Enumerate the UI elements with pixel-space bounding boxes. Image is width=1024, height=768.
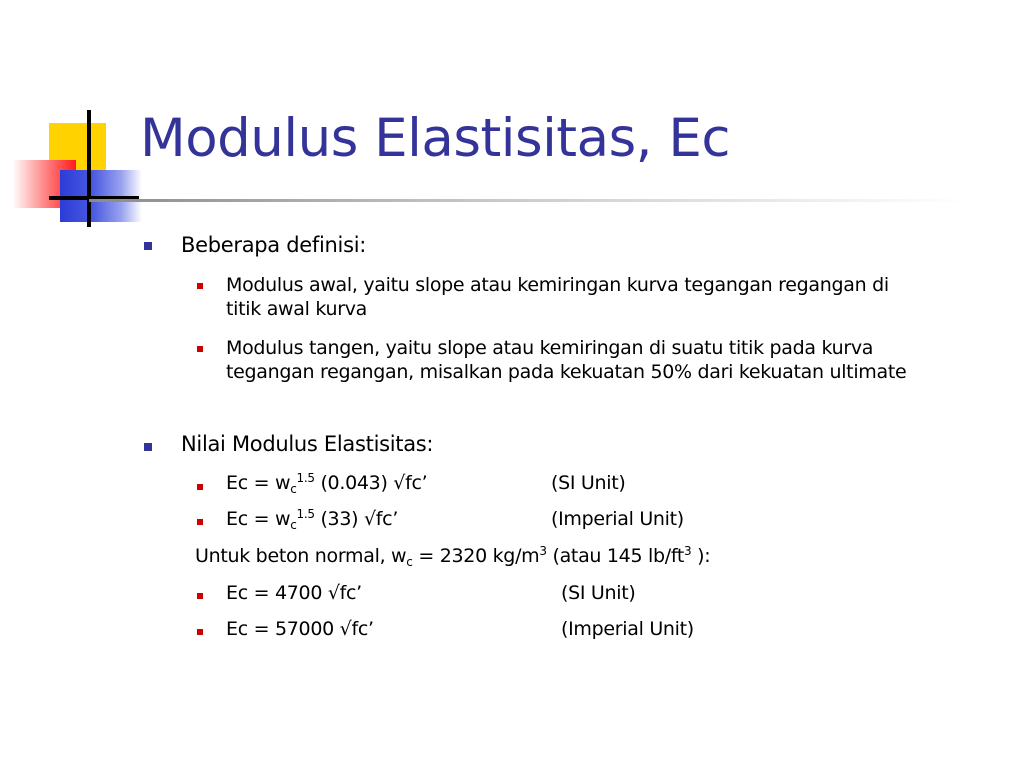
note-exponent: 3: [539, 544, 547, 558]
sub-bullet-icon: [197, 519, 203, 525]
sub-bullet-icon: [197, 484, 203, 490]
bullet-definitions: Beberapa definisi:: [181, 233, 367, 257]
unit-label: (Imperial Unit): [561, 618, 694, 640]
unit-label: (SI Unit): [561, 582, 636, 604]
sub-bullet-tangent-modulus: Modulus tangen, yaitu slope atau kemiringan di suatu titik pada kurva tegangan regangan, misalkan pada kekuatan 50% dari kekuatan ultimate: [226, 337, 907, 383]
note-text: Untuk beton normal, w: [195, 545, 407, 567]
formula-text: (33) √fc’: [314, 508, 399, 530]
note-exponent: 3: [684, 544, 692, 558]
formula-exponent: 1.5: [296, 471, 315, 485]
unit-label: (Imperial Unit): [551, 508, 684, 530]
formula-text: (0.043) √fc’: [314, 472, 428, 494]
formula-subscript: c: [290, 518, 297, 532]
formula-imperial: [226, 507, 398, 531]
slide-title: Modulus Elastisitas, Ec: [140, 108, 731, 169]
title-underline: [89, 199, 969, 202]
formula-exponent: 1.5: [296, 507, 315, 521]
sub-bullet-icon: [197, 629, 203, 635]
note-text: ):: [691, 545, 711, 567]
formula-normal-imperial: Ec = 57000 √fc’: [226, 618, 374, 640]
sub-bullet-initial-modulus: Modulus awal, yaitu slope atau kemiringan kurva tegangan regangan di titik awal kurva: [226, 274, 889, 320]
unit-label: (SI Unit): [551, 472, 626, 494]
sub-bullet-icon: [197, 593, 203, 599]
formula-text: Ec = w: [226, 472, 291, 494]
bullet-square-icon: [144, 242, 152, 250]
logo-vertical-line: [87, 110, 91, 227]
sub-bullet-icon: [197, 283, 203, 289]
note-subscript: c: [406, 555, 413, 569]
formula-normal-si: Ec = 4700 √fc’: [226, 582, 362, 604]
formula-text: Ec = w: [226, 508, 291, 530]
note-text: = 2320 kg/m: [412, 545, 540, 567]
normal-concrete-note: [195, 544, 710, 568]
bullet-square-icon: [144, 443, 152, 451]
note-text: (atau 145 lb/ft: [546, 545, 685, 567]
formula-subscript: c: [290, 482, 297, 496]
sub-bullet-icon: [197, 346, 203, 352]
formula-si: [226, 471, 427, 495]
bullet-values: Nilai Modulus Elastisitas:: [181, 432, 434, 456]
